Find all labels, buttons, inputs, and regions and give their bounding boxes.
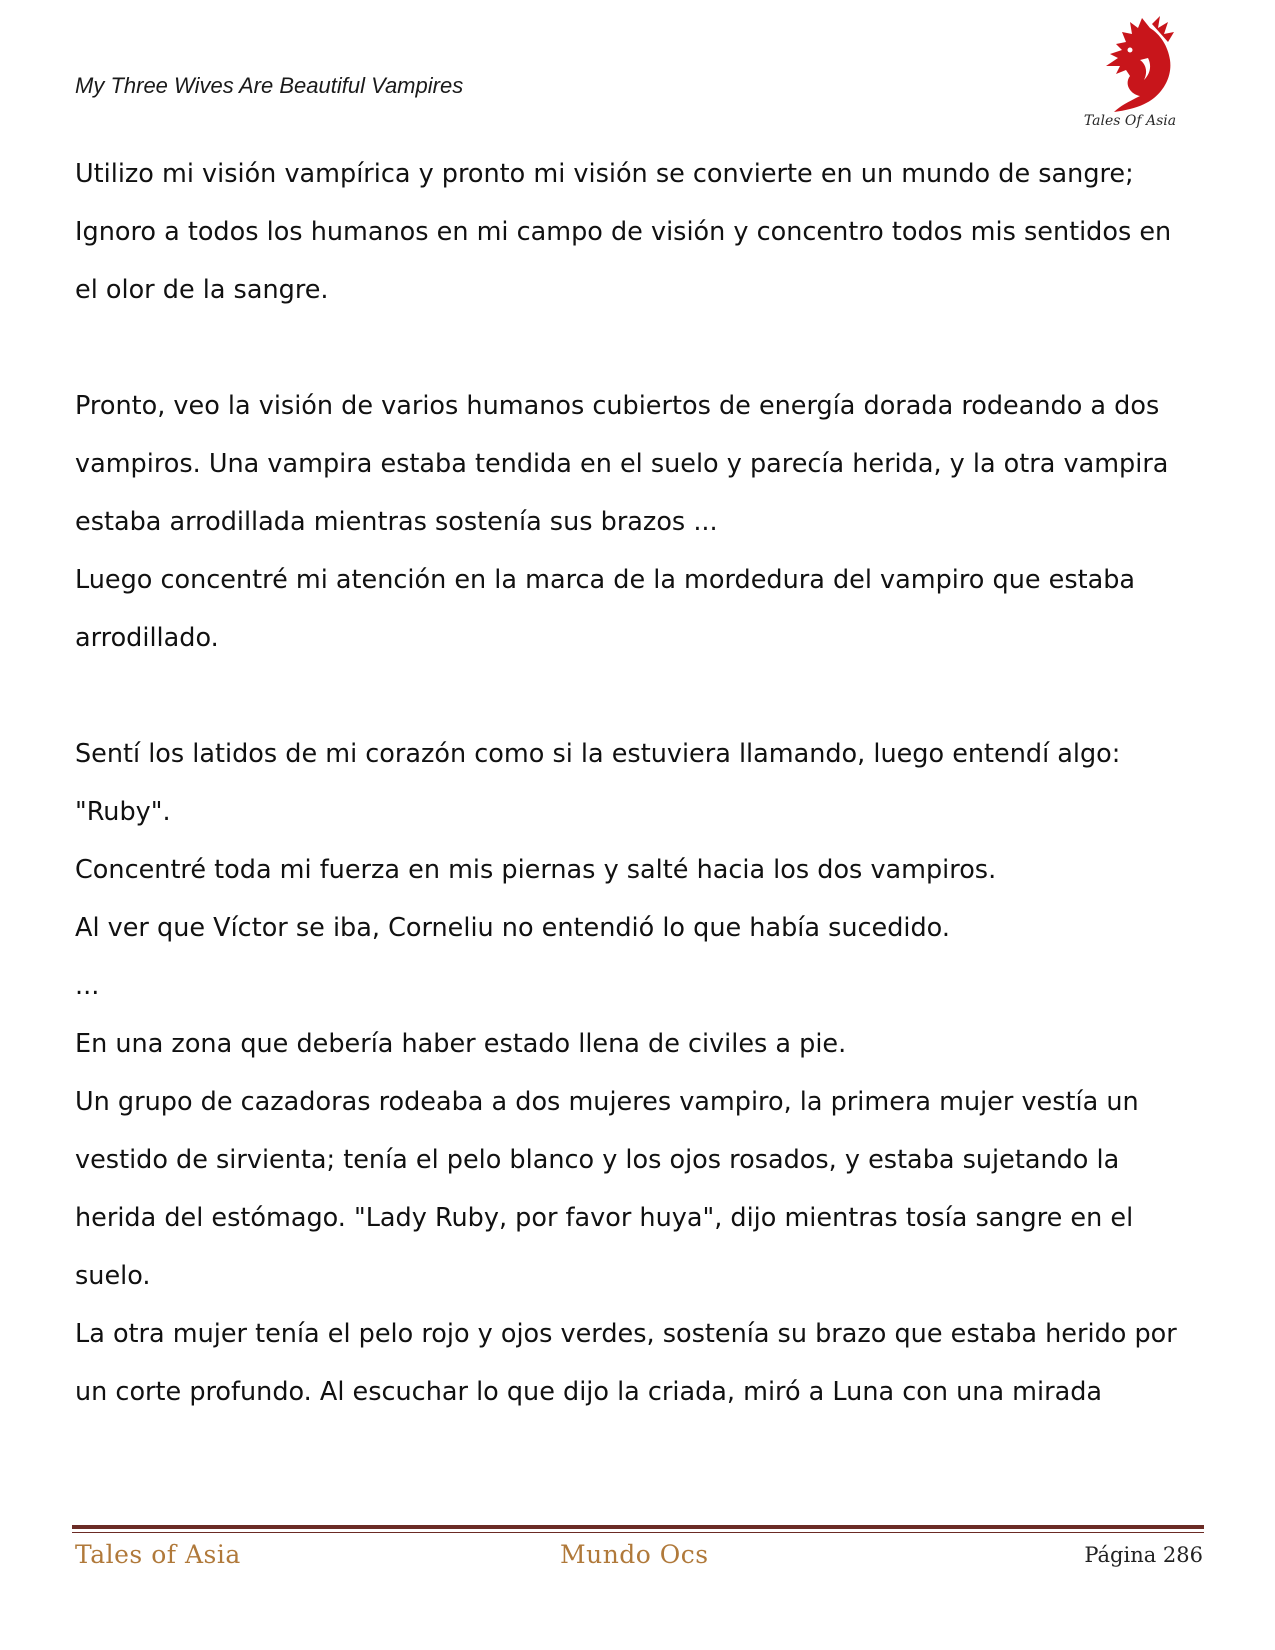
text-line: un corte profundo. Al escuchar lo que dijo la criada, miró a Luna con una mirada [75, 1377, 1103, 1407]
page-number: Página 286 [1084, 1543, 1203, 1567]
text-line: Sentí los latidos de mi corazón como si la estuviera llamando, luego entendí algo: [75, 739, 1121, 769]
text-line: suelo. [75, 1261, 151, 1291]
text-line: arrodillado. [75, 623, 219, 653]
text-line: estaba arrodillada mientras sostenía sus brazos ... [75, 507, 718, 537]
text-line: vestido de sirvienta; tenía el pelo blanco y los ojos rosados, y estaba sujetando la [75, 1145, 1120, 1175]
text-line: Ignoro a todos los humanos en mi campo de visión y concentro todos mis sentidos en [75, 217, 1172, 247]
text-line: Al ver que Víctor se iba, Corneliu no entendió lo que había sucedido. [75, 913, 950, 943]
text-line: el olor de la sangre. [75, 275, 329, 305]
text-line: La otra mujer tenía el pelo rojo y ojos verdes, sostenía su brazo que estaba herido por [75, 1319, 1177, 1349]
text-line: herida del estómago. "Lady Ruby, por favor huya", dijo mientras tosía sangre en el [75, 1203, 1134, 1233]
text-line: "Ruby". [75, 797, 171, 827]
text-line: ... [75, 971, 100, 1001]
text-line: Un grupo de cazadoras rodeaba a dos mujeres vampiro, la primera mujer vestía un [75, 1087, 1139, 1117]
blank-line [75, 319, 1205, 377]
logo-text: Tales Of Asia [1083, 113, 1177, 129]
red-dragon-icon [1080, 14, 1180, 114]
footer-divider [72, 1525, 1204, 1529]
text-line: En una zona que debería haber estado llena de civiles a pie. [75, 1029, 847, 1059]
text-line: Utilizo mi visión vampírica y pronto mi visión se convierte en un mundo de sangre; [75, 159, 1134, 189]
chapter-body [75, 145, 1205, 1421]
footer-divider-thin [72, 1532, 1204, 1533]
book-title: My Three Wives Are Beautiful Vampires [75, 73, 464, 98]
footer-site: Mundo Ocs [560, 1540, 709, 1569]
blank-line [75, 667, 1205, 725]
text-line: Luego concentré mi atención en la marca de la mordedura del vampiro que estaba [75, 565, 1136, 595]
text-line: vampiros. Una vampira estaba tendida en el suelo y parecía herida, y la otra vampira [75, 449, 1169, 479]
tales-of-asia-logo [1080, 14, 1180, 138]
text-line: Concentré toda mi fuerza en mis piernas y salté hacia los dos vampiros. [75, 855, 997, 885]
footer-publisher: Tales of Asia [75, 1540, 241, 1569]
text-line: Pronto, veo la visión de varios humanos cubiertos de energía dorada rodeando a dos [75, 391, 1160, 421]
